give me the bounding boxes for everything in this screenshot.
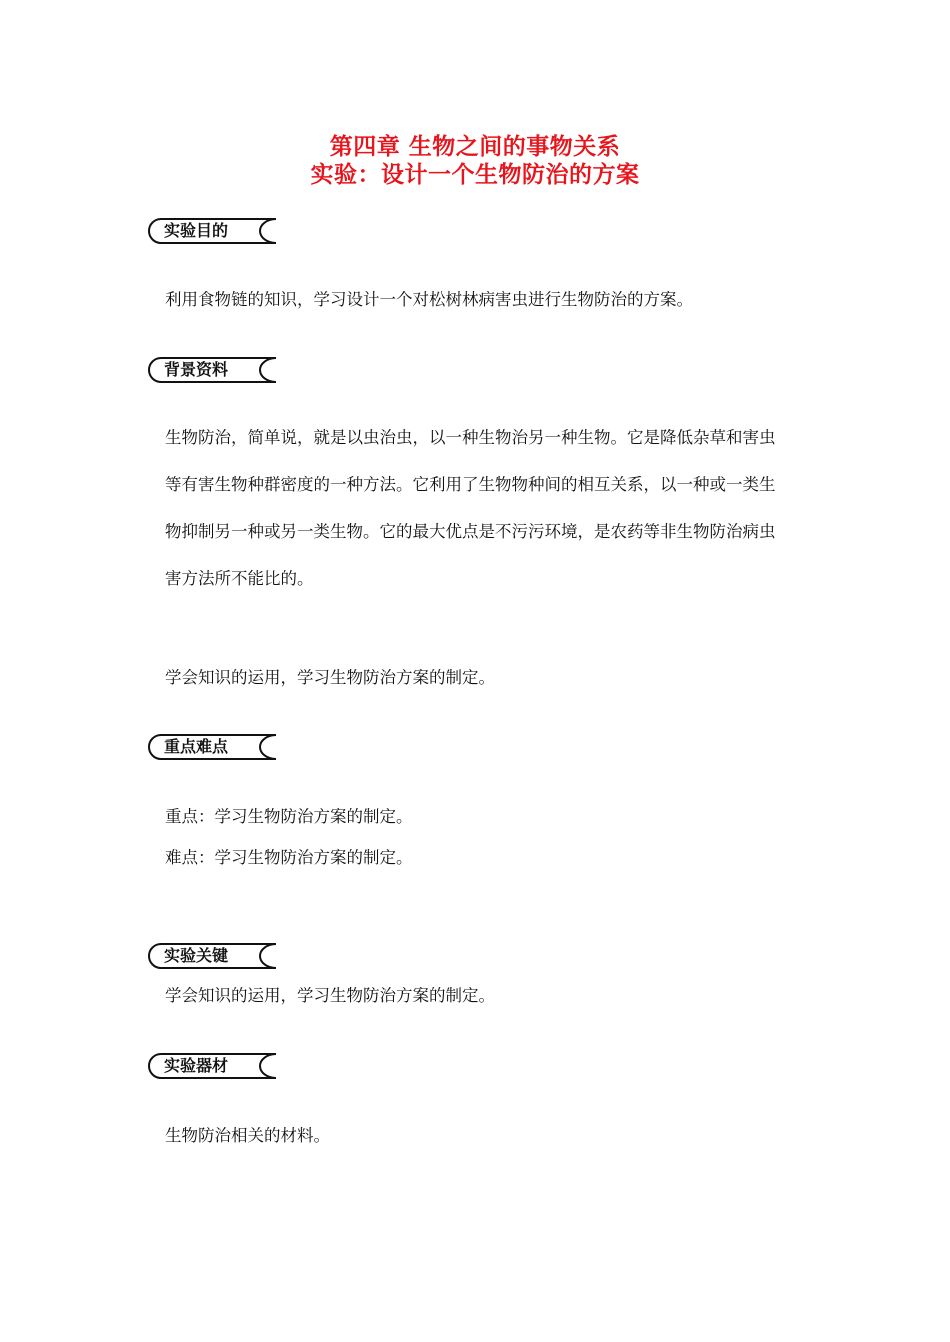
page-subtitle: 实验：设计一个生物防治的方案: [310, 162, 640, 188]
section-label: 实验目的: [164, 221, 229, 240]
section-label: 背景资料: [164, 360, 229, 379]
purpose-text: 利用食物链的知识，学习设计一个对松树林病害虫进行生物防治的方案。: [165, 290, 693, 309]
section-tag-key-points: [148, 733, 278, 761]
section-tag-background: [148, 356, 278, 384]
section-tag-purpose: [148, 217, 278, 245]
materials-text: 生物防治相关的材料。: [165, 1126, 330, 1145]
page-title: 第四章 生物之间的事物关系: [329, 134, 621, 160]
key-text: 学会知识的运用，学习生物防治方案的制定。: [165, 986, 495, 1005]
section-tag-materials: [148, 1052, 278, 1080]
background-text: 生物防治，简单说，就是以虫治虫，以一种生物治另一种生物。它是降低杂草和害虫等有害生物种群密度的一种方法。它利用了生物物种间的相互关系，以一种或一类生物抑制另一种或另一类生物。它的最大优点是不污污环境，是农药等非生物防治病虫害方法所不能比的。: [165, 428, 776, 588]
section-label: 实验关键: [164, 946, 229, 965]
focus-text: 重点：学习生物防治方案的制定。: [165, 807, 413, 826]
section-tag-key: [148, 942, 278, 970]
difficulty-text: 难点：学习生物防治方案的制定。: [165, 848, 413, 867]
background-goal-text: 学会知识的运用，学习生物防治方案的制定。: [165, 668, 495, 687]
section-label: 实验器材: [164, 1056, 229, 1075]
section-label: 重点难点: [164, 737, 229, 756]
